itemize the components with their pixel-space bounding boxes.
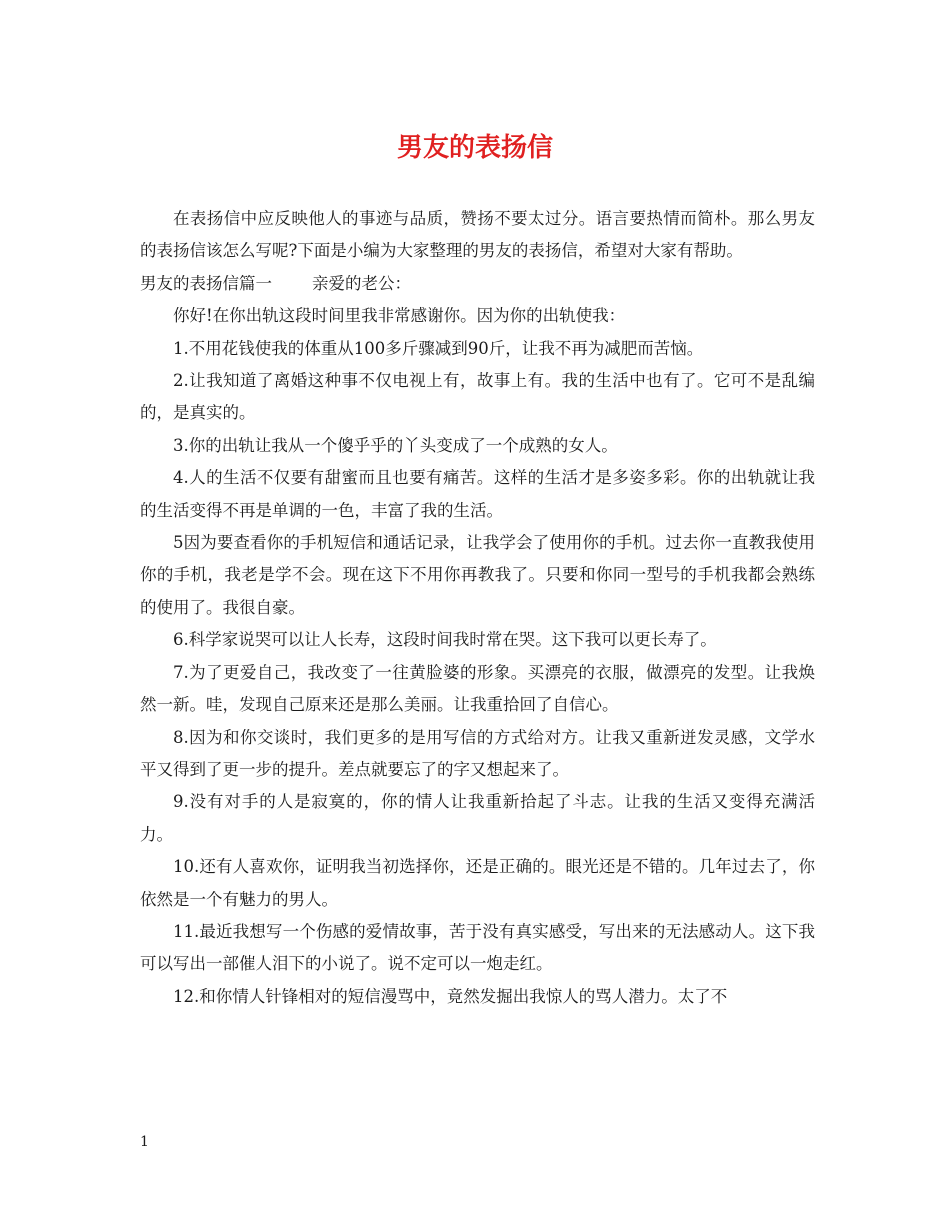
list-item: 2.让我知道了离婚这种事不仅电视上有，故事上有。我的生活中也有了。它可不是乱编的，是真实的。 [140,371,815,423]
list-item: 11.最近我想写一个伤感的爱情故事，苦于没有真实感受，写出来的无法感动人。这下我可以写出一部催人泪下的小说了。说不定可以一炮走红。 [140,921,815,974]
list-item: 4.人的生活不仅要有甜蜜而且也要有痛苦。这样的生活才是多姿多彩。你的出轨就让我的生活变得不再是单调的一色，丰富了我的生活。 [140,468,815,520]
opening-paragraph: 你好!在你出轨这段时间里我非常感谢你。因为你的出轨使我： [173,306,626,326]
list-item: 1.不用花钱使我的体重从100多斤骤减到90斤，让我不再为减肥而苦恼。 [173,338,704,358]
list-item: 5因为要查看你的手机短信和通话记录，让我学会了使用你的手机。过去你一直教我使用你的手机，我老是学不会。现在这下不用你再教我了。只要和你同一型号的手机我都会熟练的使用了。我很自豪。 [140,533,815,617]
document-body [140,203,815,1013]
intro-paragraph: 在表扬信中应反映他人的事迹与品质，赞扬不要太过分。语言要热情而简朴。那么男友的表扬信该怎么写呢?下面是小编为大家整理的男友的表扬信，希望对大家有帮助。 [140,209,815,261]
document-title: 男友的表扬信 [396,133,553,163]
page-number: 1 [140,1134,149,1150]
salutation: 亲爱的老公： [312,273,411,293]
section-heading-line [140,268,815,300]
section-heading: 男友的表扬信篇一 [140,273,272,293]
list-item: 9.没有对手的人是寂寞的，你的情人让我重新拾起了斗志。让我的生活又变得充满活力。 [140,792,815,844]
list-item: 8.因为和你交谈时，我们更多的是用写信的方式给对方。让我又重新迸发灵感，文学水平又得到了更一步的提升。差点就要忘了的字又想起来了。 [140,727,815,779]
list-item: 6.科学家说哭可以让人长寿，这段时间我时常在哭。这下我可以更长寿了。 [173,630,717,650]
list-item: 10.还有人喜欢你，证明我当初选择你，还是正确的。眼光还是不错的。几年过去了，你依然是一个有魅力的男人。 [140,857,815,909]
list-item: 12.和你情人针锋相对的短信漫骂中，竟然发掘出我惊人的骂人潜力。太了不 [173,986,728,1006]
list-item: 7.为了更爱自己，我改变了一往黄脸婆的形象。买漂亮的衣服，做漂亮的发型。让我焕然一新。哇，发现自己原来还是那么美丽。让我重拾回了自信心。 [140,662,815,715]
list-item: 3.你的出轨让我从一个傻乎乎的丫头变成了一个成熟的女人。 [173,435,618,455]
